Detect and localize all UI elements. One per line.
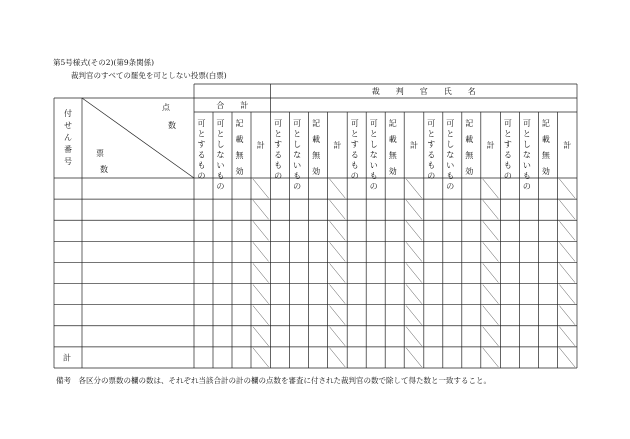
sub-header-2: 記載無効 (541, 119, 550, 176)
row-slash (330, 285, 346, 304)
row-slash (559, 285, 575, 304)
row-slash (559, 306, 575, 325)
row-slash (406, 263, 422, 282)
row-slash (253, 306, 269, 325)
sub-header-1: 可としないもの (369, 119, 378, 191)
row-slash (406, 327, 422, 346)
sub-header-2: 記載無効 (312, 119, 321, 176)
row-slash (406, 200, 422, 219)
sub-header-total: 計 (486, 141, 495, 150)
row-slash (253, 348, 269, 367)
header-diagonal (82, 98, 194, 178)
sub-header-2: 記載無効 (465, 119, 474, 176)
sub-header-1: 可としないもの (293, 119, 302, 191)
row-slash (483, 242, 499, 261)
row-slash (330, 263, 346, 282)
row-slash (483, 200, 499, 219)
sub-header-1: 可としないもの (216, 119, 225, 191)
row-slash (559, 200, 575, 219)
row-slash (559, 179, 575, 198)
row-slash (253, 200, 269, 219)
sub-header-0: 可とするもの (197, 119, 206, 181)
row-slash (483, 285, 499, 304)
sub-header-2: 記載無効 (388, 119, 397, 176)
row-slash (406, 242, 422, 261)
row-slash (253, 221, 269, 240)
row-slash (253, 327, 269, 346)
sub-header-0: 可とするもの (427, 119, 436, 181)
row-slash (406, 179, 422, 198)
sub-header-1: 可としないもの (446, 119, 455, 191)
group-total-header: 合 計 (216, 101, 249, 110)
row-slash (406, 348, 422, 367)
points-label-2: 数 (168, 121, 176, 130)
row-slash (483, 221, 499, 240)
judges-name-header: 裁 判 官 氏 名 (371, 87, 476, 96)
row-slash (559, 348, 575, 367)
sub-header-2: 記載無効 (235, 119, 244, 176)
row-slash (559, 242, 575, 261)
row-slash (253, 263, 269, 282)
row-slash (483, 327, 499, 346)
row-slash (559, 221, 575, 240)
row-slash (330, 221, 346, 240)
total-row-label: 計 (63, 353, 71, 363)
row-slash (483, 179, 499, 198)
row-slash (483, 306, 499, 325)
form-subtitle: 裁判官のすべての罷免を可としない投票(白票) (71, 71, 227, 80)
sub-header-0: 可とするもの (350, 119, 359, 181)
row-slash (330, 327, 346, 346)
row-slash (406, 221, 422, 240)
points-label-1: 点 (162, 103, 170, 112)
tag-number-header: 付せん番号 (64, 109, 72, 166)
row-slash (330, 242, 346, 261)
sub-header-total: 計 (256, 141, 265, 150)
sub-header-0: 可とするもの (274, 119, 283, 181)
row-slash (330, 200, 346, 219)
row-slash (406, 285, 422, 304)
row-slash (559, 327, 575, 346)
row-slash (483, 263, 499, 282)
row-slash (559, 263, 575, 282)
row-slash (483, 348, 499, 367)
row-slash (253, 179, 269, 198)
row-slash (330, 348, 346, 367)
row-slash (330, 306, 346, 325)
row-slash (330, 179, 346, 198)
note-text: 備考 各区分の票数の欄の数は、それぞれ当該合計の計の欄の点数を審査に付された裁判官の数で除して得た数と一致すること。 (56, 376, 491, 385)
row-slash (406, 306, 422, 325)
sub-header-total: 計 (563, 141, 572, 150)
sub-header-total: 計 (333, 141, 342, 150)
sub-header-1: 可としないもの (522, 119, 531, 191)
votes-label-2: 数 (100, 165, 108, 174)
row-slash (253, 285, 269, 304)
sub-header-total: 計 (410, 141, 418, 150)
sub-header-0: 可とするもの (503, 119, 512, 181)
votes-label-1: 票 (96, 149, 104, 158)
form-number: 第5号様式(その2)(第9条関係) (53, 58, 155, 67)
row-slash (253, 242, 269, 261)
